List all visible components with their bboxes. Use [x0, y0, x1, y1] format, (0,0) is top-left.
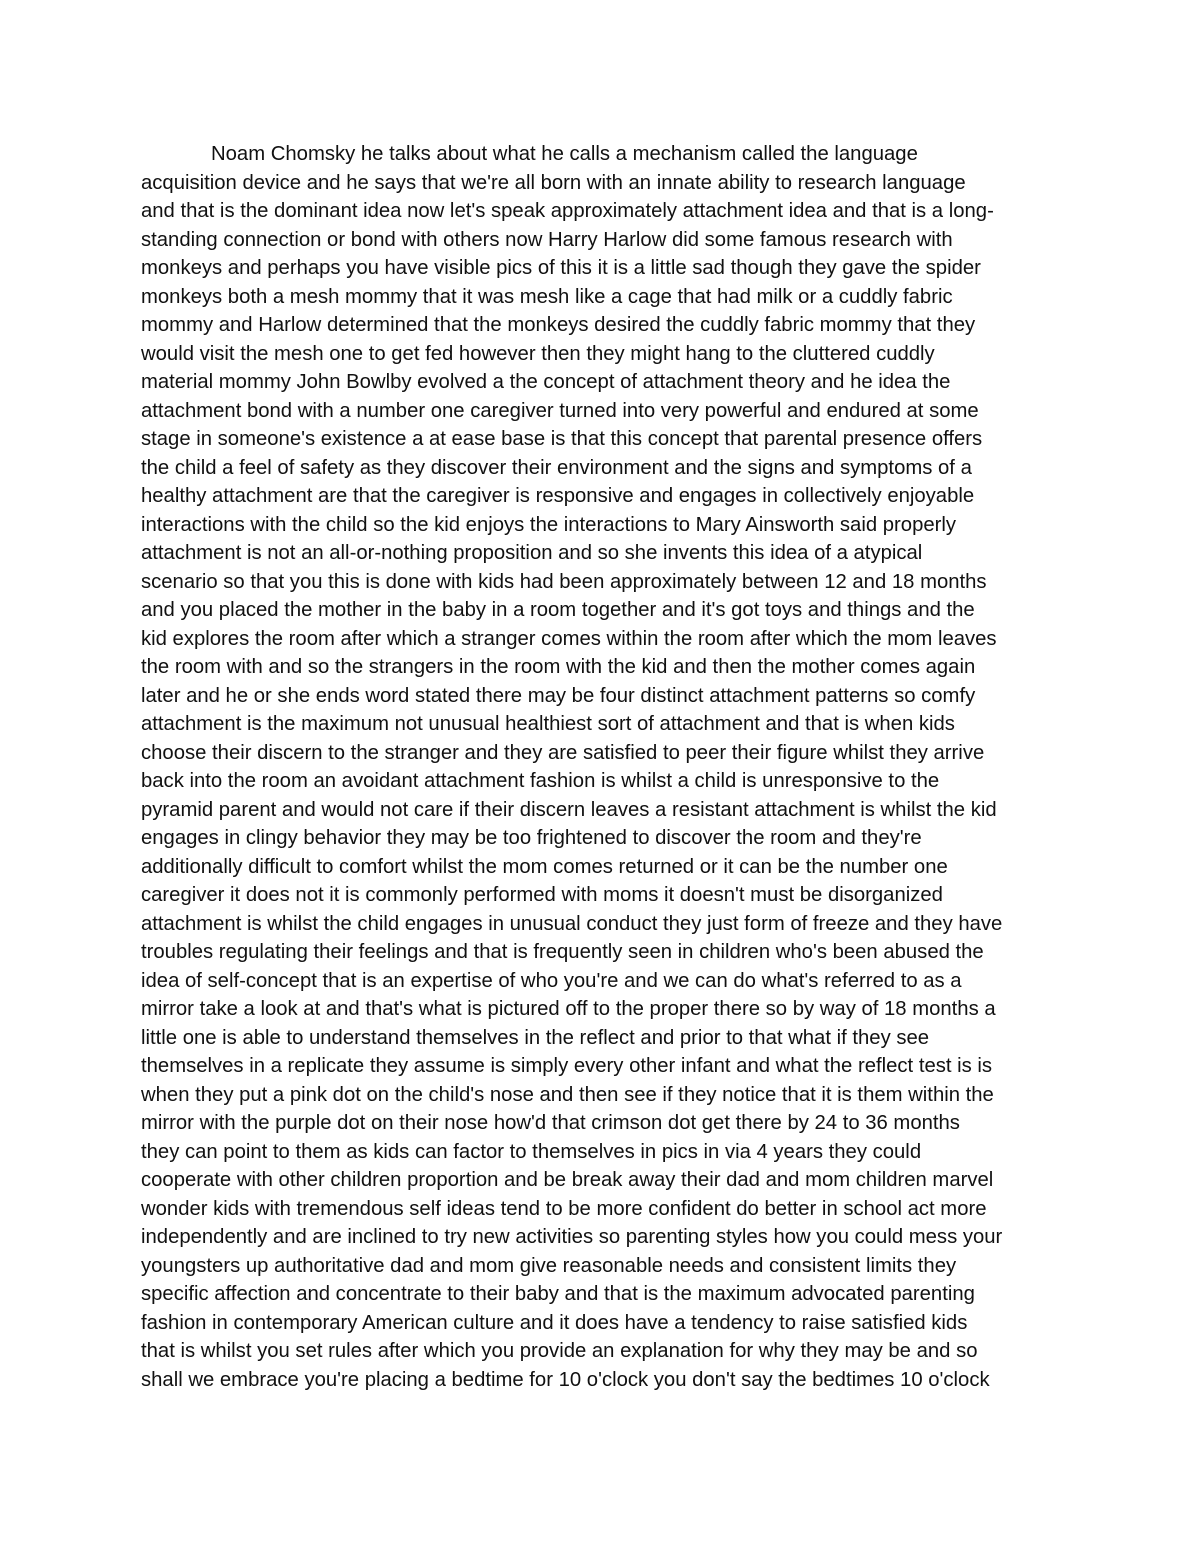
text-line: stage in someone's existence a at ease base is that this concept that parental presence offers: [141, 428, 983, 450]
text-line: attachment is not an all-or-nothing proposition and so she invents this idea of a atypical: [141, 542, 923, 564]
text-line: mommy and Harlow determined that the monkeys desired the cuddly fabric mommy that they: [141, 314, 976, 336]
text-line: later and he or she ends word stated there may be four distinct attachment patterns so comfy: [141, 684, 976, 707]
text-line: would visit the mesh one to get fed however then they might hang to the cluttered cuddly: [141, 342, 935, 365]
text-line: cooperate with other children proportion and be break away their dad and mom children marvel: [141, 1169, 994, 1191]
text-line: scenario so that you this is done with kids had been approximately between 12 and 18 months: [141, 570, 987, 593]
text-line: that is whilst you set rules after which you provide an explanation for why they may be and so: [141, 1340, 978, 1362]
text-line: material mommy John Bowlby evolved a the concept of attachment theory and he idea the: [141, 371, 951, 393]
text-line: the room with and so the strangers in the room with the kid and then the mother comes again: [141, 656, 976, 678]
text-line: they can point to them as kids can factor to themselves in pics in via 4 years they could: [141, 1140, 922, 1163]
text-line: wonder kids with tremendous self ideas tend to be more confident do better in school act more: [141, 1197, 987, 1220]
text-line: Noam Chomsky he talks about what he calls a mechanism called the language: [211, 143, 918, 165]
text-line: attachment is the maximum not unusual healthiest sort of attachment and that is when kids: [141, 713, 955, 735]
text-line: when they put a pink dot on the child's nose and then see if they notice that it is them within the: [141, 1083, 994, 1106]
text-line: kid explores the room after which a stranger comes within the room after which the mom leaves: [141, 627, 997, 650]
text-line: specific affection and concentrate to their baby and that is the maximum advocated parenting: [141, 1283, 975, 1305]
text-line: independently and are inclined to try new activities so parenting styles how you could mess your: [141, 1226, 1003, 1248]
text-line: mirror take a look at and that's what is pictured off to the proper there so by way of 18 months a: [141, 998, 996, 1020]
text-line: back into the room an avoidant attachment fashion is whilst a child is unresponsive to the: [141, 770, 940, 792]
text-line: standing connection or bond with others now Harry Harlow did some famous research with: [141, 228, 953, 251]
body-paragraph: [141, 140, 1071, 1394]
text-line: idea of self-concept that is an expertise of who you're and we can do what's referred to as a: [141, 969, 962, 992]
text-line: additionally difficult to comfort whilst the mom comes returned or it can be the number one: [141, 855, 948, 878]
text-line: themselves in a replicate they assume is simply every other infant and what the reflect test is is: [141, 1055, 993, 1077]
text-line: caregiver it does not it is commonly performed with moms it doesn't must be disorganized: [141, 884, 943, 906]
text-line: monkeys both a mesh mommy that it was mesh like a cage that had milk or a cuddly fabric: [141, 285, 953, 308]
text-line: and you placed the mother in the baby in a room together and it's got toys and things and the: [141, 599, 975, 621]
text-line: attachment bond with a number one caregiver turned into very powerful and endured at some: [141, 399, 979, 422]
text-line: acquisition device and he says that we're all born with an innate ability to research language: [141, 171, 966, 194]
text-line: pyramid parent and would not care if their discern leaves a resistant attachment is whilst the kid: [141, 798, 997, 821]
text-line: attachment is whilst the child engages in unusual conduct they just form of freeze and they have: [141, 912, 1003, 935]
text-line: healthy attachment are that the caregiver is responsive and engages in collectively enjoyable: [141, 485, 975, 507]
text-line: fashion in contemporary American culture and it does have a tendency to raise satisfied kids: [141, 1311, 968, 1334]
text-line: engages in clingy behavior they may be too frightened to discover the room and they're: [141, 827, 922, 849]
text-line: mirror with the purple dot on their nose how'd that crimson dot get there by 24 to 36 months: [141, 1112, 960, 1134]
text-line: shall we embrace you're placing a bedtime for 10 o'clock you don't say the bedtimes 10 o'clock: [141, 1368, 990, 1391]
text-line: troubles regulating their feelings and that is frequently seen in children who's been abused the: [141, 941, 984, 963]
text-line: interactions with the child so the kid enjoys the interactions to Mary Ainsworth said properly: [141, 513, 957, 536]
text-line: monkeys and perhaps you have visible pics of this it is a little sad though they gave the spider: [141, 257, 981, 279]
text-line: youngsters up authoritative dad and mom give reasonable needs and consistent limits they: [141, 1254, 957, 1277]
text-line: little one is able to understand themselves in the reflect and prior to that what if they see: [141, 1026, 930, 1049]
text-line: choose their discern to the stranger and they are satisfied to peer their figure whilst they arrive: [141, 741, 985, 764]
text-line: the child a feel of safety as they discover their environment and the signs and symptoms of a: [141, 456, 972, 479]
text-line: and that is the dominant idea now let's speak approximately attachment idea and that is a long-: [141, 200, 994, 222]
